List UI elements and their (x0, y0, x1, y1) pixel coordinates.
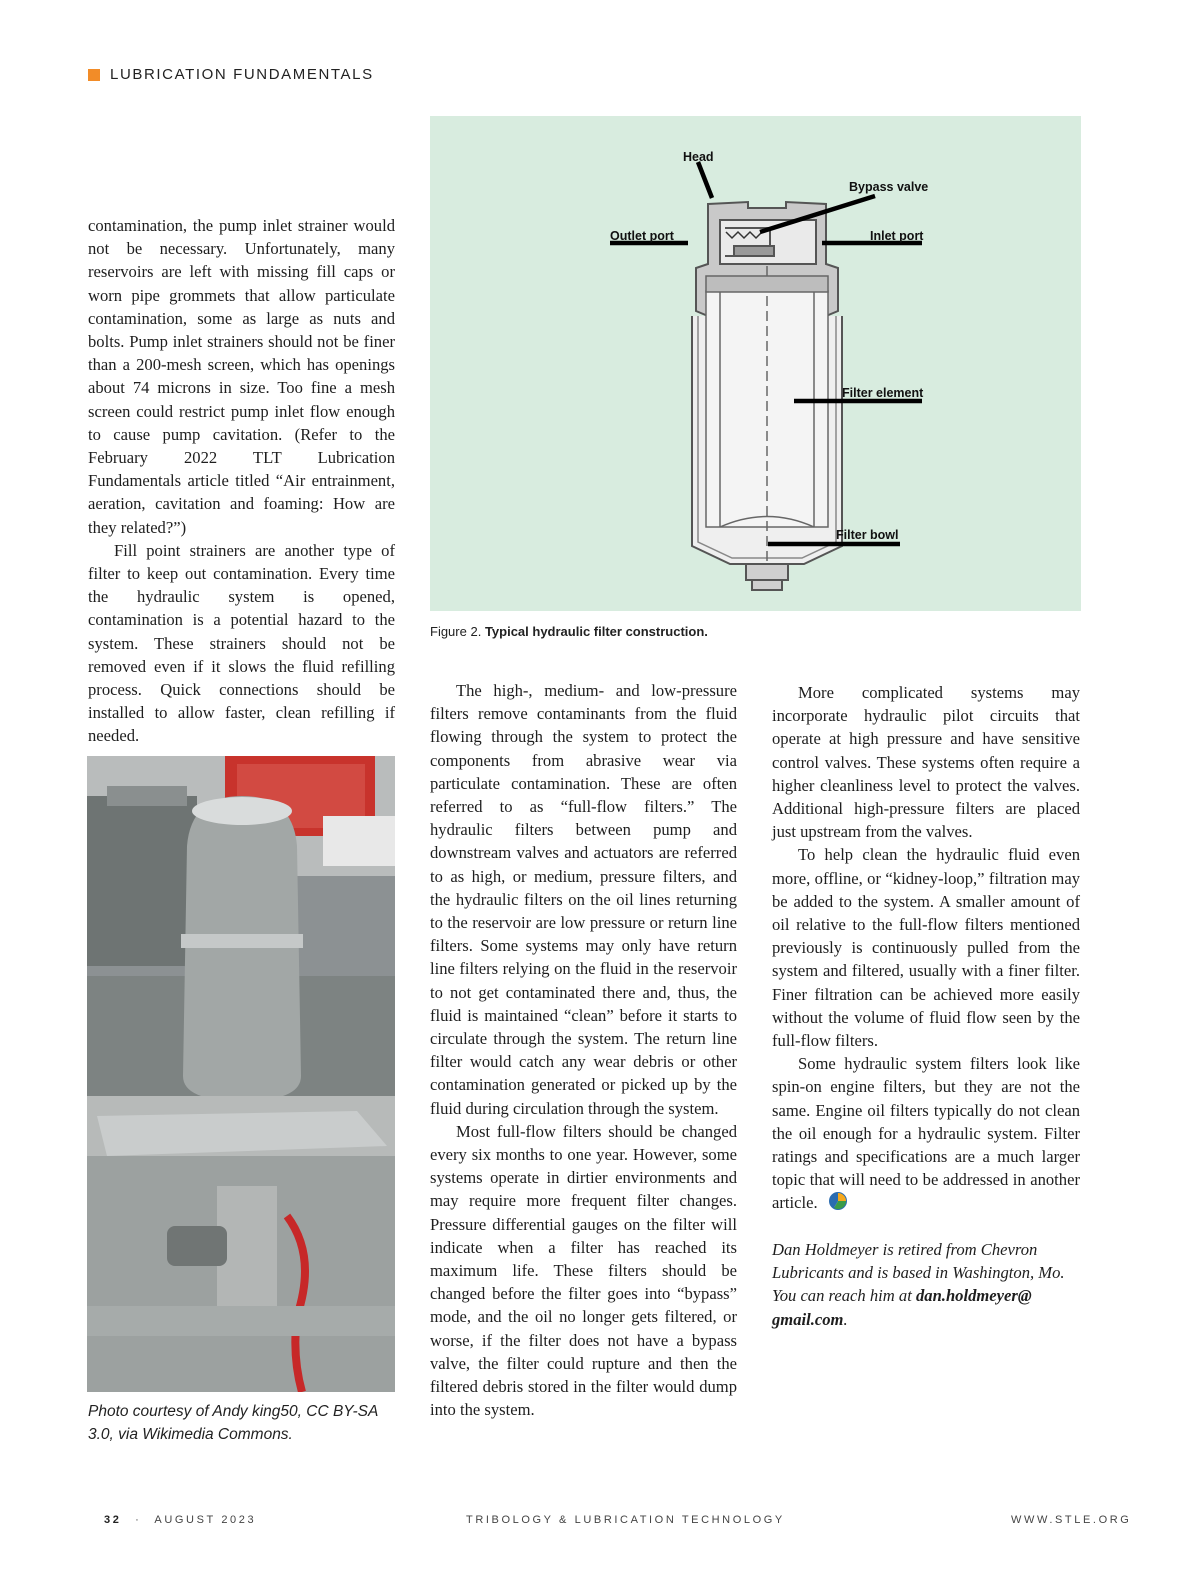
filter-element-shape (706, 266, 828, 561)
figure-caption-title: Typical hydraulic filter construction. (484, 624, 708, 639)
right-column (772, 681, 1080, 1215)
accumulator-photo (87, 756, 395, 1392)
website-url[interactable]: WWW.STLE.ORG (1011, 1514, 1132, 1526)
left-paragraph-2: Fill point strainers are another type of filter to keep out contamination. Every time the hydraulic system is opened, contamination is a potential hazard to the system. These strainers should not be removed even if it slows the fluid refilling process. Quick connections should be installed to allow faster, clean refilling if needed. (88, 540, 395, 746)
left-column (88, 214, 395, 748)
middle-paragraph-2: Most full-flow filters should be changed every six months to one year. However, some systems operate in dirtier environments and may require more frequent filter changes. Pressure differential gauges on the filter will indicate when a filter has reached its maximum life. These filters should be changed before the filter goes into “bypass” mode, and the oil no longer gets filtered, or worse, if the filter does not have a bypass valve, the filter could rupture and then the filtered debris stored in the filter would dump into the system. (430, 1121, 737, 1420)
filter-diagram-figure (430, 116, 1081, 611)
author-bio-text: Dan Holdmeyer is retired from Chevron Lubricants and is based in Washington, Mo. You can reach him at (772, 1240, 1065, 1306)
stle-logo-icon (828, 1191, 848, 1211)
section-title: LUBRICATION FUNDAMENTALS (110, 66, 374, 83)
author-bio (772, 1238, 1082, 1331)
head-label: Head (683, 150, 714, 164)
filter-element-label: Filter element (842, 386, 924, 400)
right-paragraph-3 (772, 1052, 1080, 1214)
figure-caption-prefix: Figure 2. (430, 624, 482, 639)
page-number: 32 (104, 1514, 122, 1526)
filter-bowl-label: Filter bowl (836, 528, 899, 542)
right-paragraph-1: More complicated systems may incorporate hydraulic pilot circuits that operate at high pressure and have sensitive control valves. These systems often require a higher cleanliness level to protect the valves. Additional high-pressure filters are placed just upstream from the valves. (772, 683, 1080, 842)
author-bio-end: . (843, 1309, 848, 1329)
left-paragraph-1: contamination, the pump inlet strainer would not be necessary. Unfortunately, many reservoirs are left with missing fill caps or worn pipe grommets that allow particulate contamination, some as large as nuts and bolts. Pump inlet strainers should not be finer than a 200-mesh screen, which has openings about 74 microns in size. Too fine a mesh screen could restrict pump inlet flow enough to cause pump cavitation. (Refer to the February 2022 TLT Lubrication Fundamentals article titled “Air entrainment, aeration, cavitation and foaming: How are they related?”) (88, 216, 395, 537)
inlet-port-label: Inlet port (870, 229, 924, 243)
middle-column (430, 679, 737, 1422)
author-email-link[interactable]: dan.holdmeyer@ gmail.com (772, 1286, 1032, 1329)
issue-date: AUGUST 2023 (154, 1514, 257, 1526)
publication-name: TRIBOLOGY & LUBRICATION TECHNOLOGY (466, 1514, 785, 1526)
figure-caption (430, 624, 708, 639)
head-leader-line (698, 162, 712, 198)
filter-diagram (430, 116, 1081, 611)
section-marker-icon (88, 69, 100, 81)
right-paragraph-3-text: Some hydraulic system filters look like spin-on engine filters, but they are not the same. Engine oil filters typically do not clean the oil enough for a hydraulic system. Filter ratings and specifications are a much larger topic that will need to be addressed in another article. (772, 1054, 1080, 1213)
section-header (88, 66, 374, 83)
footer-separator: · (135, 1514, 142, 1526)
accumulator-photo-image (87, 756, 395, 1392)
right-paragraph-2: To help clean the hydraulic fluid even more, offline, or “kidney-loop,” filtration may be added to the system. A smaller amount of oil relative to the full-flow filters mentioned previously is continuously pulled from the system and filtered, usually with a finer filter. Finer filtration can be achieved more easily without the volume of fluid flow seen by the full-flow filters. (772, 845, 1080, 1051)
footer-left (104, 1514, 256, 1526)
middle-paragraph-1: The high-, medium- and low-pressure filters remove contaminants from the fluid flowing through the system to protect the components from abrasive wear via particulate contamination. These are often referred to as “full-flow filters.” The hydraulic filters between pump and downstream valves and actuators are referred to as high, or medium, pressure filters, and the hydraulic filters on the oil lines returning to the reservoir are low pressure or return line filters. Some systems may only have return line filters relying on the fluid in the reservoir to not get contaminated there and, thus, the fluid is maintained “clean” before it starts to circulate through the system. The return line filter would catch any wear debris or other contamination generated or picked up by the fluid during circulation through the system. (430, 681, 737, 1118)
photo-credit: Photo courtesy of Andy king50, CC BY-SA 3.0, via Wikimedia Commons. (88, 1403, 378, 1443)
bypass-valve-label: Bypass valve (849, 180, 929, 194)
outlet-port-label: Outlet port (610, 229, 674, 243)
